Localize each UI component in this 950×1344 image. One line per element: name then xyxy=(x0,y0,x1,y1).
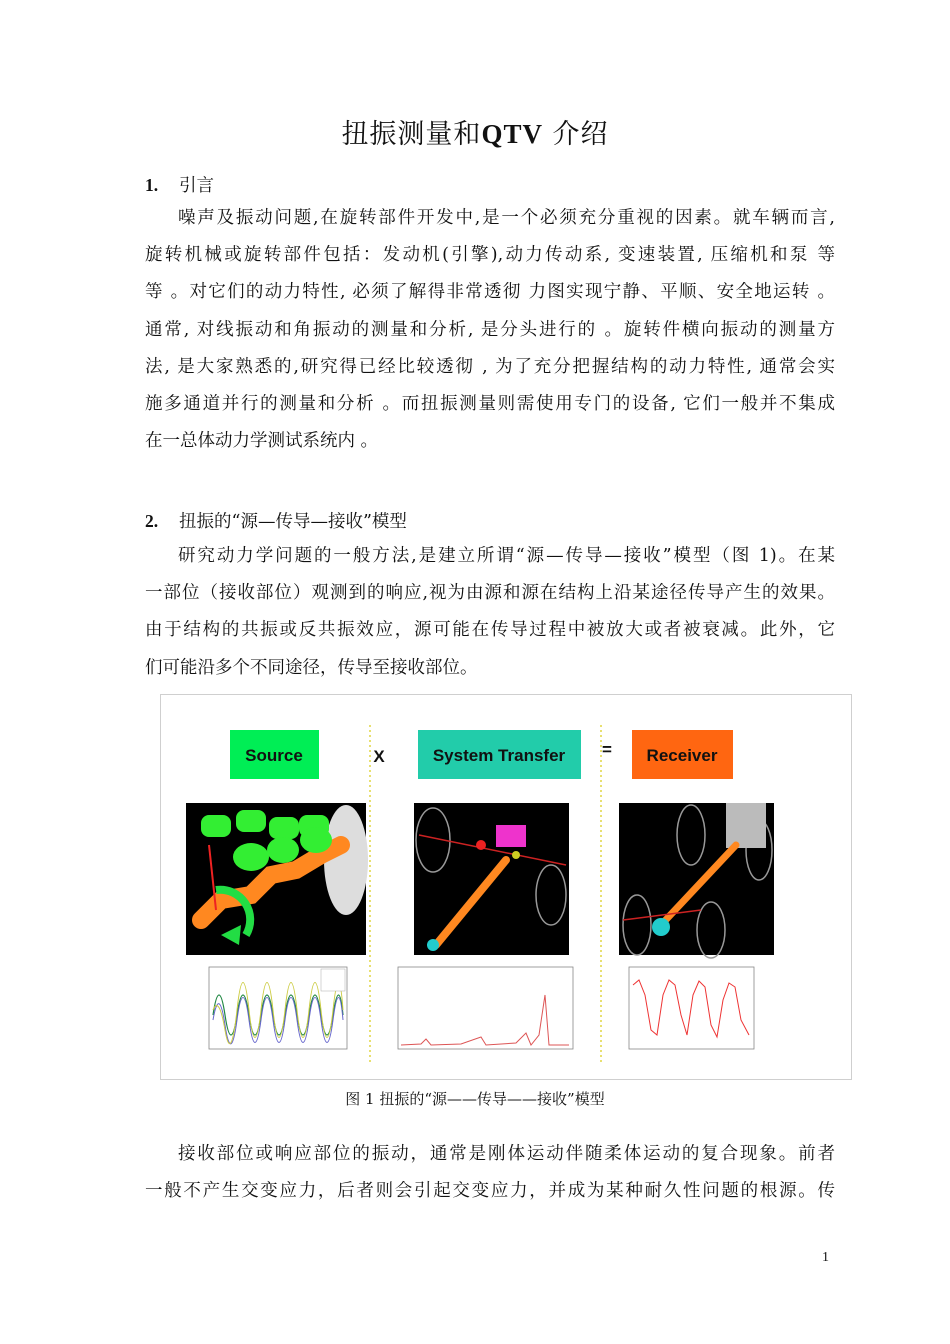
section-number: 1. xyxy=(145,175,159,195)
paragraph-line: 等 。对它们的动力特性, 必须了解得非常透彻 力图实现宁静、平顺、安全地运转 。 xyxy=(145,282,835,303)
section-2-paragraph xyxy=(145,538,835,687)
section-title: 引言 xyxy=(179,176,214,196)
paragraph-line: 噪声及振动问题,在旋转部件开发中,是一个必须充分重视的因素。就车辆而言, xyxy=(178,208,835,228)
page-number: 1 xyxy=(822,1250,829,1265)
document-title xyxy=(0,112,950,151)
section-1-paragraph xyxy=(145,200,835,460)
figure-caption: 图 1 扭振的“源——传导——接收”模型 xyxy=(345,1090,605,1108)
title-tail: 介绍 xyxy=(542,119,609,150)
title-main: 扭振测量和 xyxy=(341,119,482,150)
paragraph-line: 研究动力学问题的一般方法,是建立所谓“源—传导—接收”模型（图 1)。在某 xyxy=(178,546,835,566)
paragraph-line: 通常, 对线振动和角振动的测量和分析, 是分头进行的 。旋转件横向振动的测量方 xyxy=(145,319,835,340)
figure-1 xyxy=(160,694,852,1080)
receiver-label: Receiver xyxy=(646,746,718,765)
paragraph-line: 由于结构的共振或反共振效应，源可能在传导过程中被放大或者被衰减。此外，它 xyxy=(145,620,835,641)
equals-operator: = xyxy=(602,740,612,759)
section-1-heading xyxy=(145,172,214,197)
times-operator: X xyxy=(373,747,385,766)
source-label: Source xyxy=(245,746,303,765)
paragraph-line: 旋转机械或旋转部件包括：发动机(引擎),动力传动系, 变速装置, 压缩机和泵 等 xyxy=(145,245,835,266)
paragraph-line: 一般不产生交变应力，后者则会引起交变应力，并成为某种耐久性问题的根源。传 xyxy=(145,1181,835,1202)
driveline-image xyxy=(414,803,569,955)
paragraph-line: 在一总体动力学测试系统内 。 xyxy=(145,431,379,452)
title-bold: QTV xyxy=(481,119,543,149)
continuation-paragraph xyxy=(145,1136,835,1210)
source-signal-plot xyxy=(209,967,347,1049)
section-2-heading xyxy=(145,508,407,533)
vehicle-image xyxy=(619,803,774,958)
section-title: 扭振的“源—传导—接收”模型 xyxy=(179,512,407,532)
paragraph-line: 法, 是大家熟悉的,研究得已经比较透彻 , 为了充分把握结构的动力特性, 通常会实 xyxy=(145,356,835,377)
paragraph-line: 一部位（接收部位）观测到的响应,视为由源和源在结构上沿某途径传导产生的效果。 xyxy=(145,583,835,604)
crankshaft-image xyxy=(186,803,368,955)
paragraph-line: 接收部位或响应部位的振动，通常是刚体运动伴随柔体运动的复合现象。前者 xyxy=(178,1144,835,1164)
paragraph-line: 们可能沿多个不同途径，传导至接收部位。 xyxy=(145,657,478,678)
transfer-function-plot xyxy=(398,967,573,1049)
section-number: 2. xyxy=(145,511,159,531)
receiver-response-plot xyxy=(629,967,754,1049)
paragraph-line: 施多通道并行的测量和分析 。而扭振测量则需使用专门的设备, 它们一般并不集成 xyxy=(145,394,835,415)
transfer-label: System Transfer xyxy=(432,746,566,765)
